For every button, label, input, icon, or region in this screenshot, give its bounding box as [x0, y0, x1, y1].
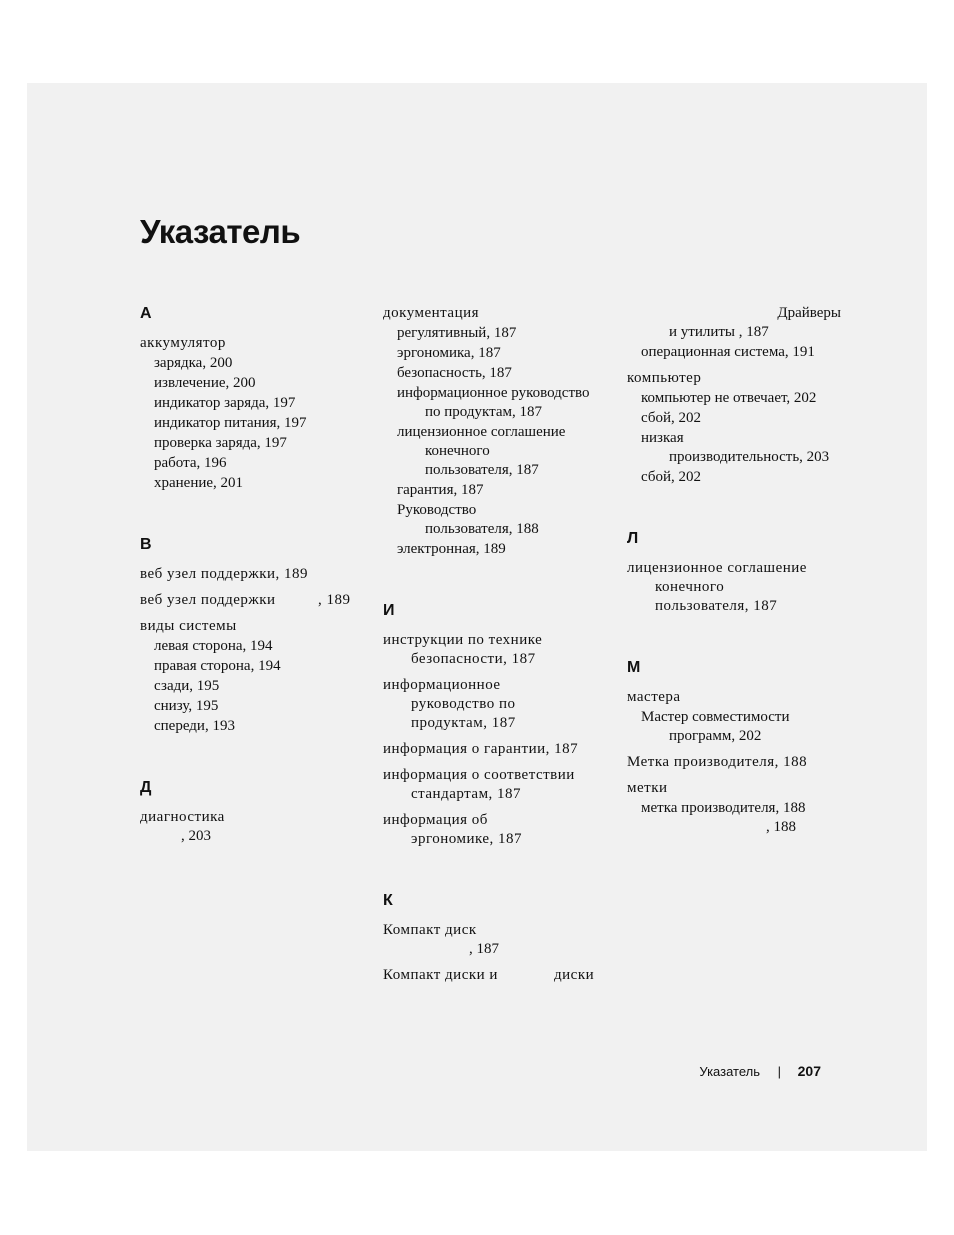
index-entry: информационное	[383, 677, 501, 693]
index-column-1	[140, 304, 366, 846]
index-entry-continuation: Драйверы	[777, 305, 841, 321]
index-entry-continuation: безопасности, 187	[411, 651, 536, 667]
index-entry: метки	[627, 780, 668, 796]
index-entry-continuation: эргономике, 187	[411, 831, 523, 847]
index-entry: веб узел поддержки, 189	[140, 566, 309, 582]
index-subentry: гарантия, 187	[397, 482, 484, 498]
index-subentry: извлечение, 200	[154, 375, 256, 391]
index-subentry-continuation: пользователя, 187	[425, 462, 539, 478]
index-subentry: хранение, 201	[154, 475, 244, 491]
index-subentry-continuation: пользователя, 188	[425, 521, 539, 537]
index-entry: компьютер	[627, 370, 702, 386]
section-heading-v: В	[140, 536, 152, 553]
index-subentry: сбой, 202	[641, 469, 701, 485]
index-subentry: Руководство	[397, 502, 477, 518]
index-entry-continuation: продуктам, 187	[411, 715, 516, 731]
index-subentry: спереди, 193	[154, 718, 235, 734]
index-subentry-continuation: программ, 202	[669, 728, 762, 744]
page-title: Указатель	[140, 213, 301, 250]
index-subentry: левая сторона, 194	[154, 638, 273, 654]
index-entry: лицензионное соглашение	[627, 560, 807, 576]
index-entry-continuation: руководство по	[411, 696, 516, 712]
index-entry: инструкции по технике	[383, 632, 543, 648]
footer-separator: |	[777, 1064, 781, 1079]
index-entry: аккумулятор	[140, 335, 226, 351]
section-heading-k: К	[383, 892, 393, 909]
index-entry	[140, 591, 366, 610]
index-entry: Метка производителя, 188	[627, 754, 808, 770]
index-subentry: проверка заряда, 197	[154, 435, 287, 451]
index-subentry: низкая	[641, 430, 684, 446]
index-column-2	[383, 304, 609, 985]
index-entry-continuation: , 203	[181, 828, 211, 844]
index-entry: мастера	[627, 689, 681, 705]
index-entry: Компакт диск	[383, 922, 477, 938]
index-entry: информация о гарантии, 187	[383, 741, 579, 757]
index-entry-text: веб узел поддержки	[140, 592, 276, 608]
index-subentry: операционная система, 191	[641, 344, 815, 360]
index-subentry-continuation: по продуктам, 187	[425, 404, 542, 420]
index-subentry: регулятивный, 187	[397, 325, 517, 341]
index-subentry: электронная, 189	[397, 541, 506, 557]
index-entry: документация	[383, 305, 480, 321]
index-entry	[383, 966, 609, 985]
index-subentry: эргономика, 187	[397, 345, 501, 361]
index-subentry: сзади, 195	[154, 678, 220, 694]
index-subentry: индикатор заряда, 197	[154, 395, 296, 411]
index-entry-text: диски	[554, 967, 595, 983]
index-subentry: зарядка, 200	[154, 355, 233, 371]
section-heading-m: М	[627, 659, 641, 676]
page-footer	[600, 1062, 821, 1082]
index-subentry: лицензионное соглашение	[397, 424, 566, 440]
section-heading-d: Д	[140, 779, 152, 796]
footer-label: Указатель	[699, 1064, 760, 1079]
index-entry-text: Компакт диски и	[383, 967, 498, 983]
index-entry-continuation: пользователя, 187	[655, 598, 778, 614]
index-subentry: метка производителя, 188	[641, 800, 806, 816]
index-entry-continuation: , 187	[469, 941, 499, 957]
index-subentry: работа, 196	[154, 455, 227, 471]
index-subentry: Мастер совместимости	[641, 709, 790, 725]
index-subentry: безопасность, 187	[397, 365, 512, 381]
section-heading-i: И	[383, 602, 395, 619]
index-subentry: сбой, 202	[641, 410, 701, 426]
index-entry: виды системы	[140, 618, 237, 634]
index-column-3	[627, 304, 841, 837]
index-subentry-continuation: производительность, 203	[669, 449, 830, 465]
index-subentry: правая сторона, 194	[154, 658, 281, 674]
index-entry: информация о соответствии	[383, 767, 575, 783]
index-subentry-continuation: конечного	[425, 443, 490, 459]
section-heading-l: Л	[627, 530, 639, 547]
index-entry-continuation: стандартам, 187	[411, 786, 522, 802]
index-subentry: информационное руководство	[397, 385, 590, 401]
section-heading-a: А	[140, 305, 152, 322]
index-entry-continuation: конечного	[655, 579, 725, 595]
page-number: 207	[797, 1063, 821, 1079]
index-subentry: компьютер не отвечает, 202	[641, 390, 817, 406]
index-entry-page: , 189	[318, 592, 351, 608]
index-subentry: индикатор питания, 197	[154, 415, 307, 431]
index-subentry: снизу, 195	[154, 698, 219, 714]
index-entry: информация об	[383, 812, 488, 828]
index-subentry-continuation: , 188	[766, 819, 796, 835]
index-entry: диагностика	[140, 809, 225, 825]
index-subentry-continuation: и утилиты , 187	[669, 324, 769, 340]
